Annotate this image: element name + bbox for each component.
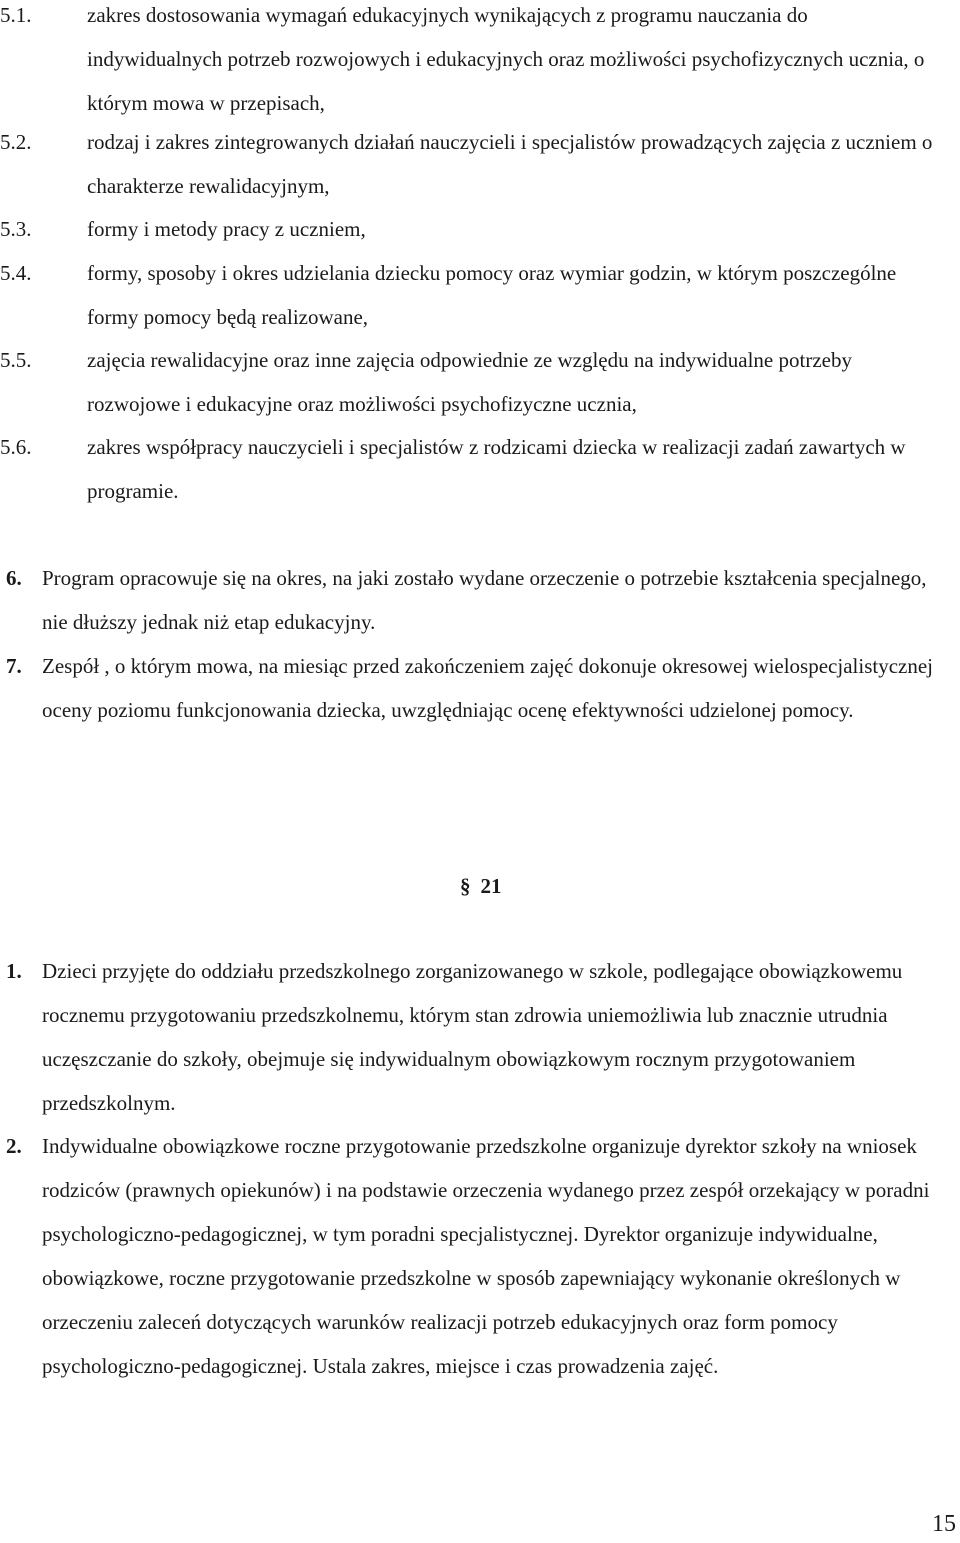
sub-item-5-6 [0, 425, 945, 513]
sub-item-number: 5.2. [0, 130, 32, 154]
sub-item-5-5 [0, 338, 945, 426]
item-2 [0, 1124, 955, 1388]
section-number: 21 [480, 874, 502, 898]
sub-item-text: zakres dostosowania wymagań edukacyjnych wynikających z programu nauczania do indywidualnych potrzeb rozwojowych i edukacyjnych oraz możliwości psychofizycznych ucznia, o którym mowa w przepisach, [87, 3, 925, 115]
section-sign: § [460, 874, 471, 898]
item-text: Dzieci przyjęte do oddziału przedszkolnego zorganizowanego w szkole, podlegające obowiązkowemu rocznemu przygotowaniu przedszkolnemu, którym stan zdrowia uniemożliwia lub znacznie utrudnia uczęszczanie do szkoły, obejmuje się indywidualnym obowiązkowym rocznym przygotowaniem przedszkolnym. [42, 959, 903, 1115]
sub-item-text: formy, sposoby i okres udzielania dziecku pomocy oraz wymiar godzin, w którym poszczególne formy pomocy będą realizowane, [87, 261, 897, 329]
sub-item-text: zajęcia rewalidacyjne oraz inne zajęcia odpowiednie ze względu na indywidualne potrzeby rozwojowe i edukacyjne oraz możliwości psychofizyczne ucznia, [87, 348, 852, 416]
item-text: Indywidualne obowiązkowe roczne przygotowanie przedszkolne organizuje dyrektor szkoły na wniosek rodziców (prawnych opiekunów) i na podstawie orzeczenia wydanego przez zespół orzekający w poradni psychologiczno-pedagogicznej, w tym poradni specjalistycznej. Dyrektor organizuje indywidualne, obowiązkowe, roczne przygotowanie przedszkolne w sposób zapewniający wykonanie określonych w orzeczeniu zaleceń dotyczących warunków realizacji potrzeb edukacyjnych oraz form pomocy psychologiczno-pedagogicznej. Ustala zakres, miejsce i czas prowadzenia zajęć. [42, 1134, 930, 1378]
sub-item-text: rodzaj i zakres zintegrowanych działań nauczycieli i specjalistów prowadzących zajęcia z uczniem o charakterze rewalidacyjnym, [87, 130, 933, 198]
item-number: 1. [6, 959, 22, 983]
sub-item-text: formy i metody pracy z uczniem, [87, 217, 366, 241]
sub-item-number: 5.5. [0, 348, 32, 372]
item-text: Zespół , o którym mowa, na miesiąc przed zakończeniem zajęć dokonuje okresowej wielospecjalistycznej oceny poziomu funkcjonowania dziecka, uwzględniając ocenę efektywności udzielonej pomocy. [42, 654, 934, 722]
item-number: 2. [6, 1134, 22, 1158]
sub-item-5-4 [0, 251, 945, 339]
sub-item-number: 5.3. [0, 217, 32, 241]
item-number: 7. [6, 654, 22, 678]
sub-item-5-2 [0, 120, 945, 208]
item-1 [0, 949, 955, 1125]
section-heading [460, 864, 502, 908]
sub-item-5-1 [0, 0, 945, 125]
item-text: Program opracowuje się na okres, na jaki zostało wydane orzeczenie o potrzebie kształcenia specjalnego, nie dłuższy jednak niż etap edukacyjny. [42, 566, 927, 634]
item-6 [0, 556, 955, 644]
item-number: 6. [6, 566, 22, 590]
sub-item-number: 5.4. [0, 261, 32, 285]
sub-item-text: zakres współpracy nauczycieli i specjalistów z rodzicami dziecka w realizacji zadań zawartych w programie. [87, 435, 906, 503]
sub-item-number: 5.1. [0, 3, 32, 27]
sub-item-number: 5.6. [0, 435, 32, 459]
sub-item-5-3 [0, 207, 945, 251]
item-7 [0, 644, 955, 732]
page-number: 15 [932, 1511, 956, 1537]
